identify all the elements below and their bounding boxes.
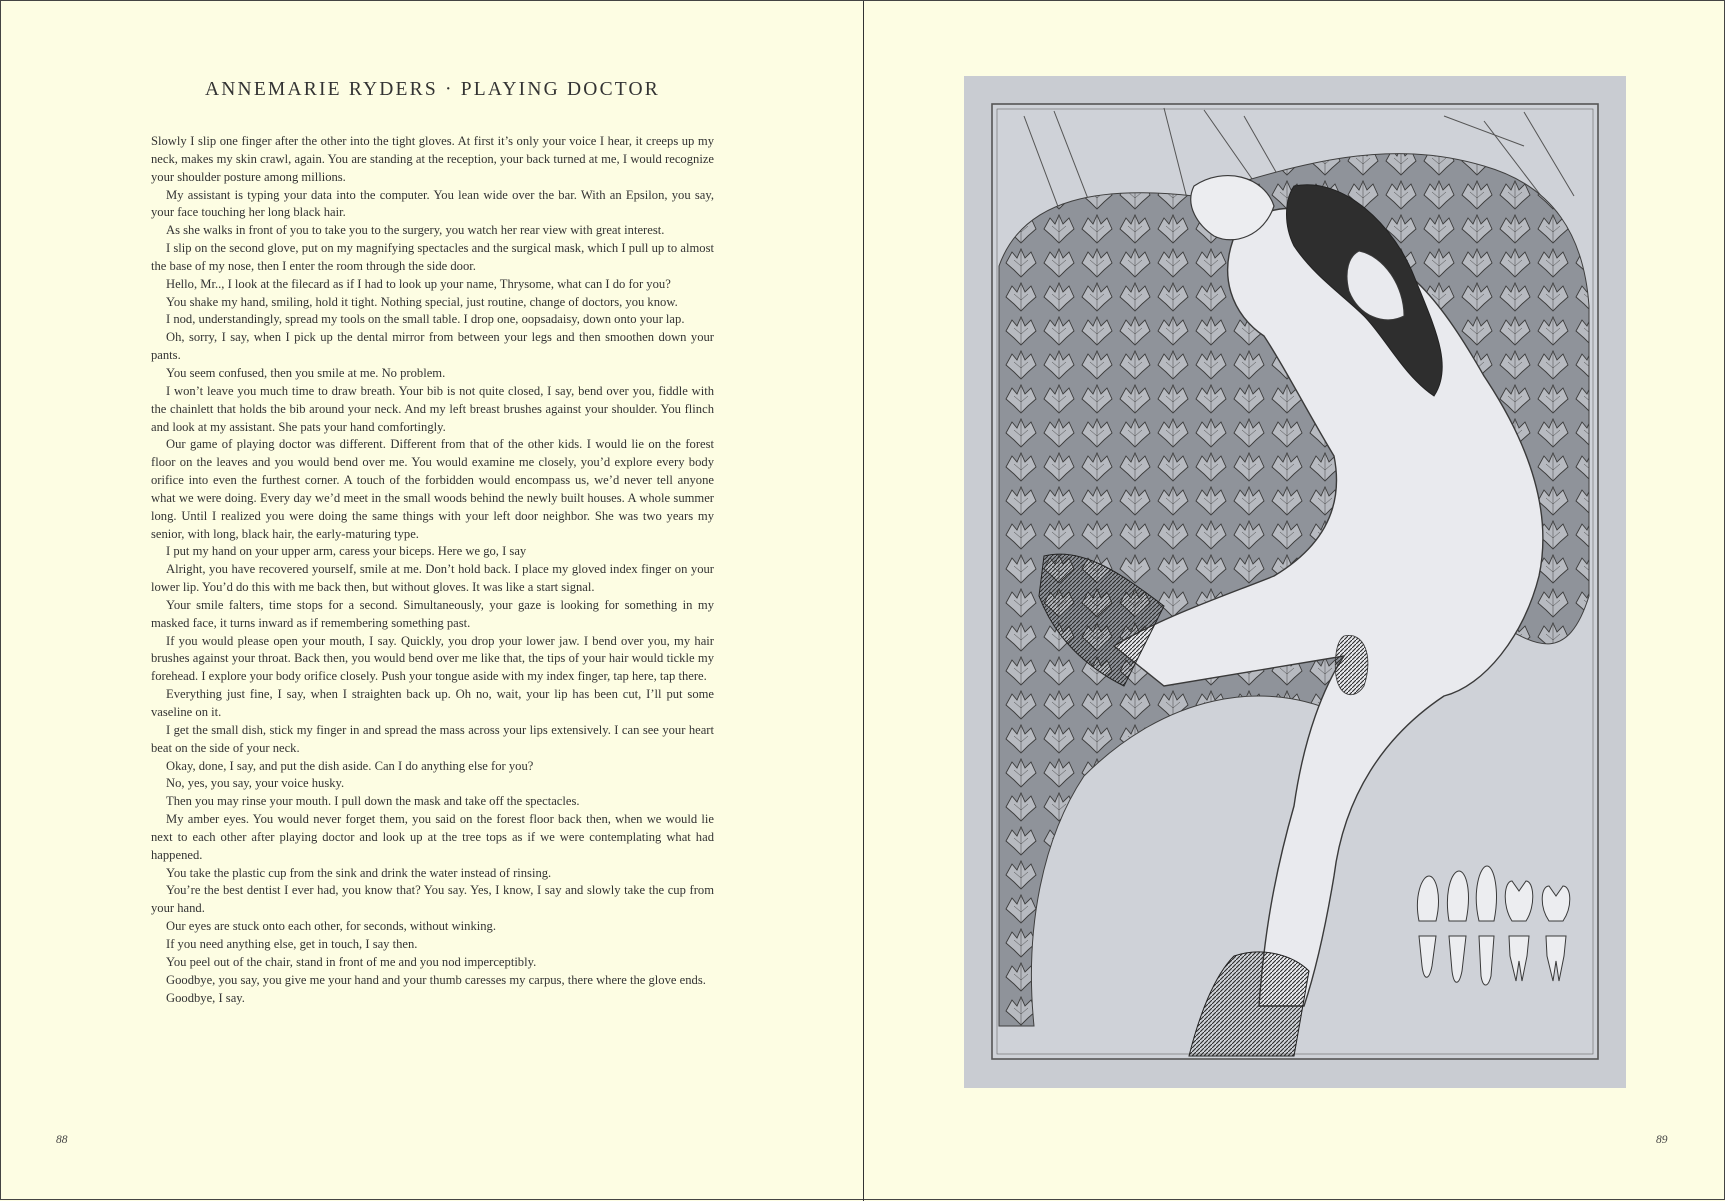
story-paragraph: Our eyes are stuck onto each other, for seconds, without winking.: [166, 919, 496, 934]
story-paragraph: No, yes, you say, your voice husky.: [166, 776, 345, 791]
story-paragraph: Okay, done, I say, and put the dish aside. Can I do anything else for you?: [166, 758, 534, 773]
story-paragraph: Goodbye, you say, you give me your hand and your thumb caresses my carpus, there where the glove ends.: [166, 972, 706, 987]
story-paragraph: If you need anything else, get in touch, I say then.: [166, 936, 418, 951]
story-paragraph: You take the plastic cup from the sink and drink the water instead of rinsing.: [166, 865, 552, 880]
story-paragraph: You’re the best dentist I ever had, you know that? You say. Yes, I know, I say and slowly take the cup from your hand.: [151, 883, 714, 916]
story-paragraph: I put my hand on your upper arm, caress your biceps. Here we go, I say: [166, 544, 527, 559]
story-paragraph: You seem confused, then you smile at me. No problem.: [166, 365, 446, 380]
page-number-left: 88: [56, 1134, 68, 1146]
story-paragraph: Our game of playing doctor was different. Different from that of the other kids. I would lie on the forest floor on the leaves and you would bend over me. You would examine me closely, you’d explore every body orifice into even the furthest corner. A touch of the forbidden would encompass us, we’d never tell anyone what we were doing. Every day we’d meet in the small woods behind the newly built houses. A whole summer long. Until I realized you were doing the same things with your left door neighbor. She was two years my senior, with long, black hair, the early-maturing type.: [151, 437, 714, 541]
story-paragraph: My assistant is typing your data into the computer. You lean wide over the bar. With an Epsilon, you say, your face touching her long black hair.: [151, 187, 714, 220]
story-paragraph: Slowly I slip one finger after the other into the tight gloves. At first it’s only your voice I hear, it creeps up my neck, makes my skin crawl, again. You are standing at the reception, your back turned at me, I would recognize your shoulder posture among millions.: [151, 134, 714, 184]
story-paragraph: Alright, you have recovered yourself, smile at me. Don’t hold back. I place my gloved index finger on your lower lip. You’d do this with me back then, but without gloves. It was like a start signal.: [151, 562, 714, 595]
story-paragraph: Goodbye, I say.: [166, 990, 245, 1005]
story-paragraph: Oh, sorry, I say, when I pick up the dental mirror from between your legs and then smoothen down your pants.: [151, 330, 714, 363]
story-paragraph: If you would please open your mouth, I say. Quickly, you drop your lower jaw. I bend over you, my hair brushes against your throat. Back then, you would bend over me like that, the tips of your hair would tickle my forehead. I explore your body orifice closely. Push your tongue aside with my index finger, tap here, tap there.: [151, 633, 714, 684]
page-number-right: 89: [1656, 1134, 1668, 1146]
left-page: [1, 1, 863, 1201]
story-paragraph: Hello, Mr.., I look at the filecard as if I had to look up your name, Thrysome, what can I do for you?: [166, 276, 671, 291]
story-paragraph: I nod, understandingly, spread my tools on the small table. I drop one, oopsadaisy, down onto your lap.: [166, 312, 685, 327]
story-paragraph: I get the small dish, stick my finger in and spread the mass across your lips extensively. I can see your heart beat on the side of your neck.: [151, 722, 714, 755]
story-paragraph: Then you may rinse your mouth. I pull down the mask and take off the spectacles.: [166, 794, 580, 809]
right-page: [864, 1, 1725, 1201]
running-title: ANNEMARIE RYDERS · PLAYING DOCTOR: [204, 79, 661, 100]
story-paragraph: Your smile falters, time stops for a second. Simultaneously, your gaze is looking for something in my masked face, it turns inward as if remembering something past.: [151, 597, 714, 630]
story-paragraph: You shake my hand, smiling, hold it tight. Nothing special, just routine, change of doctors, you know.: [166, 294, 678, 309]
story-paragraph: As she walks in front of you to take you to the surgery, you watch her rear view with great interest.: [166, 223, 665, 238]
story-paragraph: Everything just fine, I say, when I straighten back up. Oh no, wait, your lip has been cut, I’ll put some vaseline on it.: [151, 687, 714, 719]
story-paragraph: You peel out of the chair, stand in front of me and you nod imperceptibly.: [166, 954, 537, 969]
story-paragraph: I slip on the second glove, put on my magnifying spectacles and the surgical mask, which I pull up to almost the base of my nose, then I enter the room through the side door.: [151, 241, 714, 273]
story-paragraph: My amber eyes. You would never forget them, you said on the forest floor back then, when we would lie next to each other after playing doctor and look up at the tree tops as if we were contemplating what had happened.: [151, 812, 714, 862]
story-paragraph: I won’t leave you much time to draw breath. Your bib is not quite closed, I say, bend over you, fiddle with the chainlett that holds the bib around your neck. And my left breast brushes against your shoulder. You flinch and look at my assistant. She pats your hand comfortingly.: [151, 383, 714, 434]
etching-illustration: [964, 76, 1626, 1088]
story-text: [151, 133, 714, 1007]
